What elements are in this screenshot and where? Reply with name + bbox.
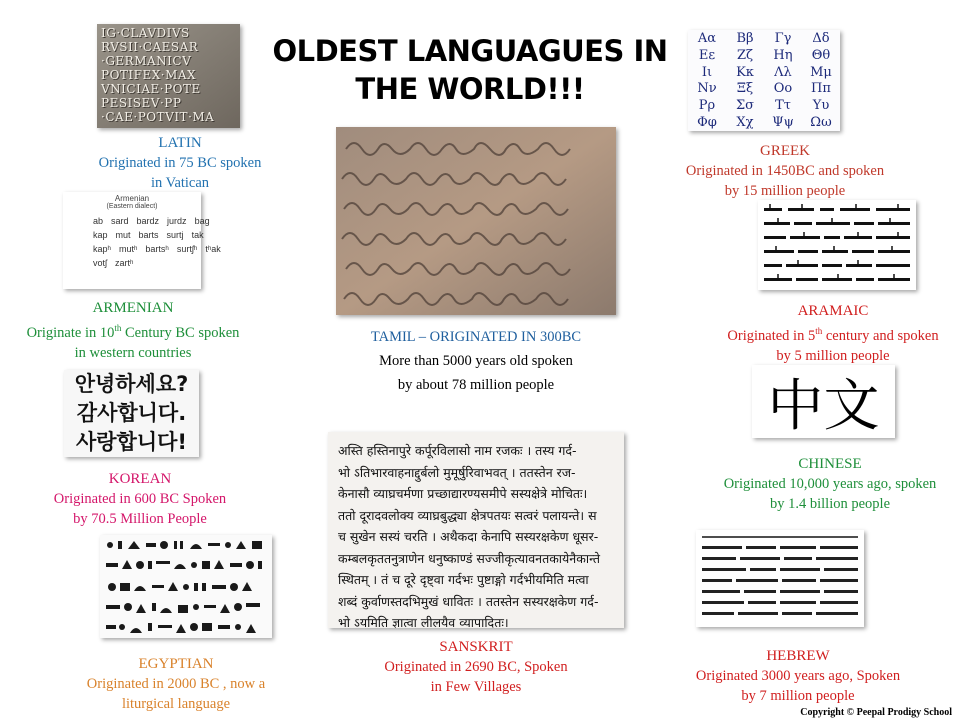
armenian-table-cell: bag [194, 216, 210, 226]
egyptian-line-2: liturgical language [121, 696, 231, 712]
greek-name: GREEK [760, 143, 810, 159]
armenian-table-cell: zartʰ [115, 258, 134, 268]
armenian-line-2: in western countries [74, 344, 192, 361]
armenian-table [63, 192, 221, 289]
armenian-table-cell: tak [191, 230, 204, 240]
chinese-line-2: by 1.4 billion people [769, 496, 890, 512]
sanskrit-line: स्थितम् । तं च दूरे दृष्ट्वा गर्दभः पुष्टाङ्गो गर्दभीयमिति मत्वा [338, 572, 589, 587]
greek-letter-pair: Μμ [810, 64, 832, 80]
greek-letter-pair: Οο [773, 81, 793, 97]
sanskrit-caption [346, 637, 606, 697]
aramaic-line-1-sup: th [815, 326, 823, 336]
armenian-table-cell: mutʰ [118, 244, 138, 254]
armenian-table-cell: mut [115, 230, 131, 240]
sanskrit-line: अस्ति हस्तिनापुरे कर्पूरविलासो नाम रजकः । तस्य गर्द- [338, 443, 577, 458]
greek-letter-pair: Ττ [775, 98, 791, 114]
latin-inscription-text [101, 26, 240, 124]
copyright-text: Copyright © Peepal Prodigy School [800, 707, 952, 718]
aramaic-line-2: by 5 million people [776, 347, 890, 364]
tamil-name: TAMIL – ORIGINATED IN 300BC [370, 329, 582, 345]
sanskrit-line: भो ऽतिभारवाहनाद्दुर्बलो मुमूर्षुरिवाभवत् । ततस्तेन रज- [338, 464, 576, 480]
greek-caption [660, 141, 910, 201]
greek-letter-pair: Γγ [774, 30, 792, 46]
armenian-name: ARMENIAN [92, 300, 174, 316]
armenian-caption [0, 298, 266, 363]
greek-letter-pair: Ρρ [698, 98, 716, 114]
title-line-1: OLDEST LANGUAGUES IN [272, 34, 668, 68]
greek-letter-pair: Ξξ [736, 81, 754, 97]
greek-line-2: by 15 million people [724, 183, 846, 199]
korean-line: 사랑합니다! [75, 430, 187, 454]
armenian-table-image [63, 192, 221, 289]
greek-letter-pair: Σσ [735, 98, 755, 114]
armenian-table-row [93, 214, 210, 228]
latin-inscription-line: POTIFEX·MAX [101, 68, 197, 82]
chinese-caption [700, 454, 960, 514]
armenian-table-cell: jurdz [167, 216, 187, 226]
korean-line: 감사합니다. [76, 401, 187, 425]
korean-line: 안녕하세요? [74, 372, 189, 396]
latin-name: LATIN [158, 135, 202, 151]
chinese-name: CHINESE [798, 456, 862, 472]
greek-alphabet-grid [688, 30, 840, 131]
armenian-line-1-sup: th [114, 323, 122, 333]
hieroglyphs-icon [100, 535, 272, 638]
tamil-caption [326, 325, 626, 397]
armenian-table-cell: surtʃʰ [176, 244, 198, 254]
armenian-table-rows [93, 214, 221, 270]
armenian-table-cell: kapʰ [93, 244, 111, 254]
armenian-line-1-post: Century BC spoken [121, 324, 240, 341]
greek-letter-pair: Ζζ [736, 47, 754, 63]
latin-line-1: Originated in 75 BC spoken [98, 155, 262, 171]
armenian-table-cell: bardz [136, 216, 160, 226]
latin-inscription-line: VNICIAE·POTE [101, 82, 201, 96]
armenian-table-row [93, 256, 201, 270]
latin-inscription-line: ·GERMANICV [101, 54, 192, 68]
armenian-line-1 [0, 318, 266, 343]
greek-letter-pair: Λλ [774, 64, 792, 80]
aramaic-script-image [758, 200, 916, 290]
aramaic-line-1 [706, 321, 960, 346]
aramaic-line-1-post: century and spoken [822, 327, 939, 344]
korean-line-2: by 70.5 Million People [73, 511, 207, 527]
tamil-stone-texture-icon [336, 127, 616, 315]
korean-caption [20, 469, 260, 529]
greek-letter-pair: Κκ [736, 64, 754, 80]
sanskrit-line: शब्दं कुर्वाणस्तदभिमुखं धावितः । ततस्तेन सस्यरक्षकेण गर्द- [338, 593, 599, 609]
greek-letter-pair: Υυ [812, 98, 830, 114]
latin-inscription-line: ·CAE·POTVIT·MA [101, 110, 215, 124]
latin-line-2: in Vatican [150, 175, 210, 191]
armenian-table-cell: bartsʰ [145, 244, 169, 254]
greek-letter-pair: Ηη [773, 47, 793, 63]
korean-text-image [64, 370, 199, 457]
armenian-table-subtitle: (Eastern dialect) [106, 203, 158, 210]
korean-text [64, 370, 199, 457]
greek-letter-pair: Ππ [811, 81, 831, 97]
egyptian-caption [60, 654, 292, 714]
greek-letter-pair: Ψψ [772, 115, 794, 131]
aramaic-script-icon [758, 200, 916, 290]
korean-name: KOREAN [108, 471, 172, 487]
sanskrit-line: ततो दूरादवलोक्य व्याघ्रबुद्ध्या क्षेत्रपतयः सत्वरं पलायन्ते। स [338, 507, 597, 523]
chinese-line-1: Originated 10,000 years ago, spoken [723, 476, 937, 492]
armenian-table-title: Armenian [114, 194, 150, 203]
greek-alphabet-image [688, 30, 840, 131]
chinese-characters-image [752, 365, 895, 438]
latin-inscription-line: PESISEV·PP [101, 96, 182, 110]
greek-line-1: Originated in 1450BC and spoken [685, 163, 885, 179]
egyptian-line-1: Originated in 2000 BC , now a [86, 676, 266, 692]
armenian-table-cell: kap [93, 230, 108, 240]
sanskrit-line: केनासौ व्याघ्रचर्मणा प्रच्छाद्यारण्यसमीपे सस्यक्षेत्रे मोचितः। [338, 486, 588, 501]
aramaic-name: ARAMAIC [797, 303, 869, 319]
sanskrit-line: च सुखेन सस्यं चरति । अथैकदा केनापि सस्यरक्षकेण धूसर- [338, 529, 599, 544]
sanskrit-line-2: in Few Villages [430, 679, 522, 695]
armenian-table-cell: sard [111, 216, 129, 226]
hebrew-line-1: Originated 3000 years ago, Spoken [695, 668, 901, 684]
egyptian-name: EGYPTIAN [138, 656, 214, 672]
armenian-table-cell: tʰak [205, 244, 221, 254]
hebrew-caption [668, 646, 928, 706]
aramaic-line-1-pre: Originated in 5 [727, 327, 816, 344]
greek-letter-pair: Ωω [810, 115, 832, 131]
greek-letter-pair: Φφ [697, 115, 717, 131]
aramaic-caption [706, 301, 960, 366]
latin-inscription-line: RVSII·CAESAR [101, 40, 199, 54]
chinese-characters: 中文 [752, 365, 895, 438]
tamil-line-2: by about 78 million people [397, 377, 555, 393]
armenian-line-1-pre: Originate in 10 [26, 324, 115, 341]
egyptian-hieroglyphs-image [100, 535, 272, 638]
armenian-table-cell: surtj [166, 230, 184, 240]
greek-letter-pair: Νν [697, 81, 717, 97]
latin-inscription-image [97, 24, 240, 128]
hebrew-name: HEBREW [766, 648, 830, 664]
korean-line-1: Originated in 600 BC Spoken [53, 491, 227, 507]
sanskrit-line: कम्बलकृततनुत्राणेन धनुष्काण्डं सज्जीकृत्यावनतकायेनैकान्ते [338, 550, 601, 566]
greek-letter-pair: Ββ [736, 30, 754, 46]
tamil-line-1: More than 5000 years old spoken [379, 353, 573, 369]
hebrew-script-icon [696, 530, 864, 627]
greek-letter-pair: Αα [697, 30, 717, 46]
title-line-2: THE WORLD!!! [355, 72, 585, 106]
greek-letter-pair: Εε [698, 47, 716, 63]
armenian-table-cell: barts [138, 230, 159, 240]
armenian-table-cell: votʃ [93, 258, 108, 268]
hebrew-text-image [696, 530, 864, 627]
greek-letter-pair: Δδ [812, 30, 830, 46]
sanskrit-line-1: Originated in 2690 BC, Spoken [384, 659, 568, 675]
armenian-table-row [93, 242, 221, 256]
sanskrit-name: SANSKRIT [439, 639, 513, 655]
sanskrit-text-image [328, 432, 624, 628]
greek-letter-pair: Χχ [736, 115, 754, 131]
hebrew-line-2: by 7 million people [741, 688, 855, 704]
latin-inscription-line: IG·CLAVDIVS [101, 26, 190, 40]
page-title [270, 32, 670, 108]
armenian-table-cell: ab [93, 216, 104, 226]
sanskrit-line: भो ऽयमिति ज्ञात्वा लीलयैव व्यापादितः। [338, 615, 509, 630]
greek-letter-pair: Ιι [701, 64, 713, 80]
latin-caption [60, 133, 300, 193]
armenian-table-row [93, 228, 204, 242]
tamil-inscription-image [336, 127, 616, 315]
sanskrit-text [328, 432, 624, 628]
greek-letter-pair: Θθ [811, 47, 831, 63]
